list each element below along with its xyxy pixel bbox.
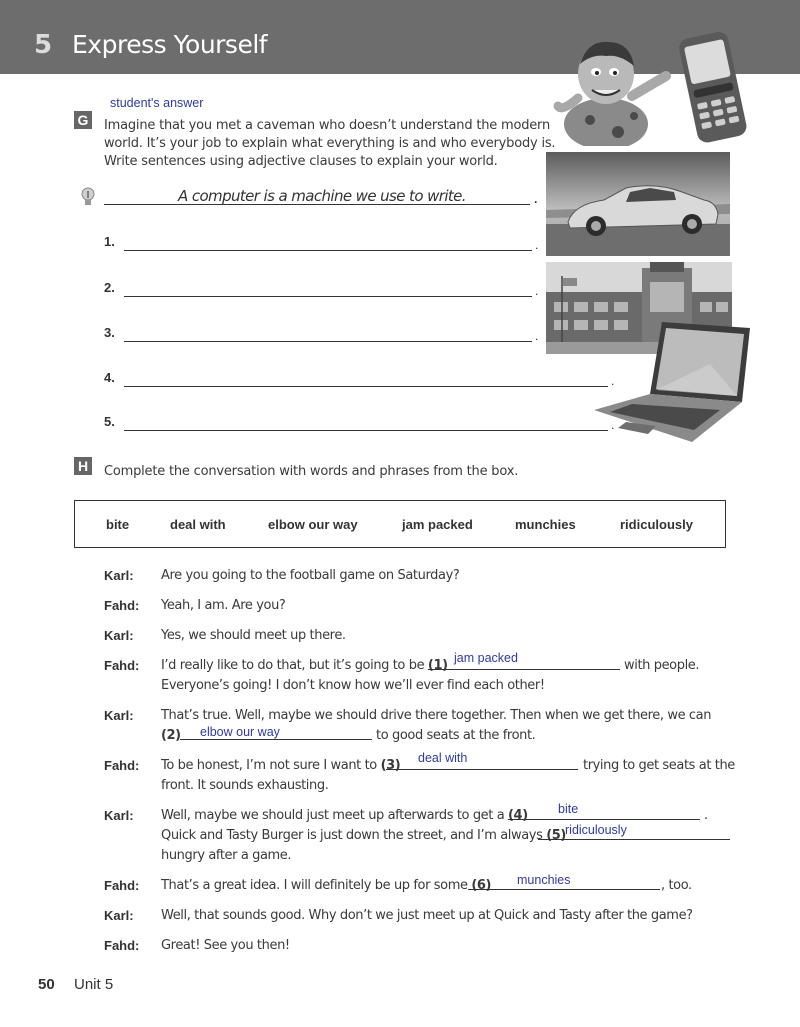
- speaker-label: Karl:: [104, 708, 134, 723]
- dialogue-text: That’s a great idea. I will definitely be up for some (6): [161, 878, 492, 893]
- dialogue-text: Everyone’s going! I don’t know how we’ll ever find each other!: [161, 678, 545, 693]
- word-box: [74, 500, 726, 548]
- answer-row-3[interactable]: 3. .: [104, 325, 539, 343]
- speaker-label: Karl:: [104, 568, 134, 583]
- word-box-item: munchies: [515, 517, 576, 532]
- answer-3: deal with: [418, 751, 468, 765]
- dialogue-text: Well, that sounds good. Why don’t we just meet up at Quick and Tasty after the game?: [161, 908, 693, 923]
- dialogue-text: front. It sounds exhausting.: [161, 778, 329, 793]
- dialogue-text: I’d really like to do that, but it’s going to be (1): [161, 658, 448, 673]
- dialogue-text: Yeah, I am. Are you?: [161, 598, 286, 613]
- page-number: 50: [38, 976, 55, 993]
- example-answer-row: .: [104, 188, 544, 210]
- lightbulb-icon: [80, 187, 96, 209]
- dialogue-text: trying to get seats at the: [583, 758, 735, 773]
- section-letter-g: G: [74, 111, 92, 129]
- word-box-item: jam packed: [402, 517, 473, 532]
- answer-4: bite: [558, 802, 579, 816]
- item-number: 3.: [104, 325, 115, 340]
- answer-row-2[interactable]: 2. .: [104, 280, 539, 298]
- speaker-label: Fahd:: [104, 878, 140, 893]
- speaker-label: Karl:: [104, 908, 134, 923]
- unit-title: Express Yourself: [72, 30, 268, 59]
- dialogue-text: to good seats at the front.: [376, 728, 536, 743]
- speaker-label: Fahd:: [104, 758, 140, 773]
- example-answer-text: A computer is a machine we use to write.: [178, 187, 466, 205]
- dialogue-text: Quick and Tasty Burger is just down the street, and I’m always (5): [161, 828, 566, 843]
- car-photo: [546, 152, 730, 256]
- word-box-item: ridiculously: [620, 517, 693, 532]
- dialogue-text: .: [704, 808, 708, 823]
- speaker-label: Fahd:: [104, 598, 140, 613]
- item-number: 2.: [104, 280, 115, 295]
- dialogue-text: , too.: [661, 878, 692, 893]
- unit-number: 5: [34, 30, 53, 60]
- dialogue-text: (2): [161, 728, 181, 743]
- section-g-instruction-line-1: Imagine that you met a caveman who doesn’t understand the modern: [104, 118, 551, 133]
- speaker-label: Karl:: [104, 808, 134, 823]
- item-number: 5.: [104, 414, 115, 429]
- section-h-instruction: Complete the conversation with words and phrases from the box.: [104, 464, 519, 479]
- item-number: 1.: [104, 234, 115, 249]
- dialogue-text: Great! See you then!: [161, 938, 290, 953]
- dialogue-text: hungry after a game.: [161, 848, 292, 863]
- answer-5: ridiculously: [565, 823, 627, 837]
- dialogue-text: To be honest, I’m not sure I want to (3): [161, 758, 401, 773]
- answer-row-1[interactable]: 1. .: [104, 234, 539, 252]
- dialogue-text: with people.: [624, 658, 700, 673]
- section-letter-h: H: [74, 457, 92, 475]
- section-g-instruction-line-3: Write sentences using adjective clauses to explain your world.: [104, 154, 498, 169]
- dialogue-text: That’s true. Well, maybe we should drive there together. Then when we get there, we can: [161, 708, 712, 723]
- answer-2: elbow our way: [200, 725, 280, 739]
- blank-4[interactable]: [508, 803, 700, 820]
- answer-row-5[interactable]: 5. .: [104, 414, 615, 432]
- speaker-label: Fahd:: [104, 658, 140, 673]
- word-box-item: bite: [106, 517, 130, 532]
- dialogue-text: Yes, we should meet up there.: [161, 628, 346, 643]
- dialogue-text: Are you going to the football game on Saturday?: [161, 568, 460, 583]
- student-answer-note: student's answer: [110, 96, 204, 110]
- answer-6: munchies: [517, 873, 571, 887]
- footer-unit-label: Unit 5: [74, 976, 114, 993]
- speaker-label: Fahd:: [104, 938, 140, 953]
- section-g-instruction-line-2: world. It’s your job to explain what everything is and who everybody is.: [104, 136, 556, 151]
- dialogue-text: Well, maybe we should just meet up afterwards to get a (4): [161, 808, 528, 823]
- blank-3[interactable]: [386, 753, 578, 770]
- speaker-label: Karl:: [104, 628, 134, 643]
- answer-1: jam packed: [454, 651, 518, 665]
- word-box-item: elbow our way: [268, 517, 358, 532]
- cell-phone-illustration: [674, 30, 754, 146]
- word-box-item: deal with: [170, 517, 226, 532]
- item-number: 4.: [104, 370, 115, 385]
- answer-row-4[interactable]: 4. .: [104, 370, 615, 388]
